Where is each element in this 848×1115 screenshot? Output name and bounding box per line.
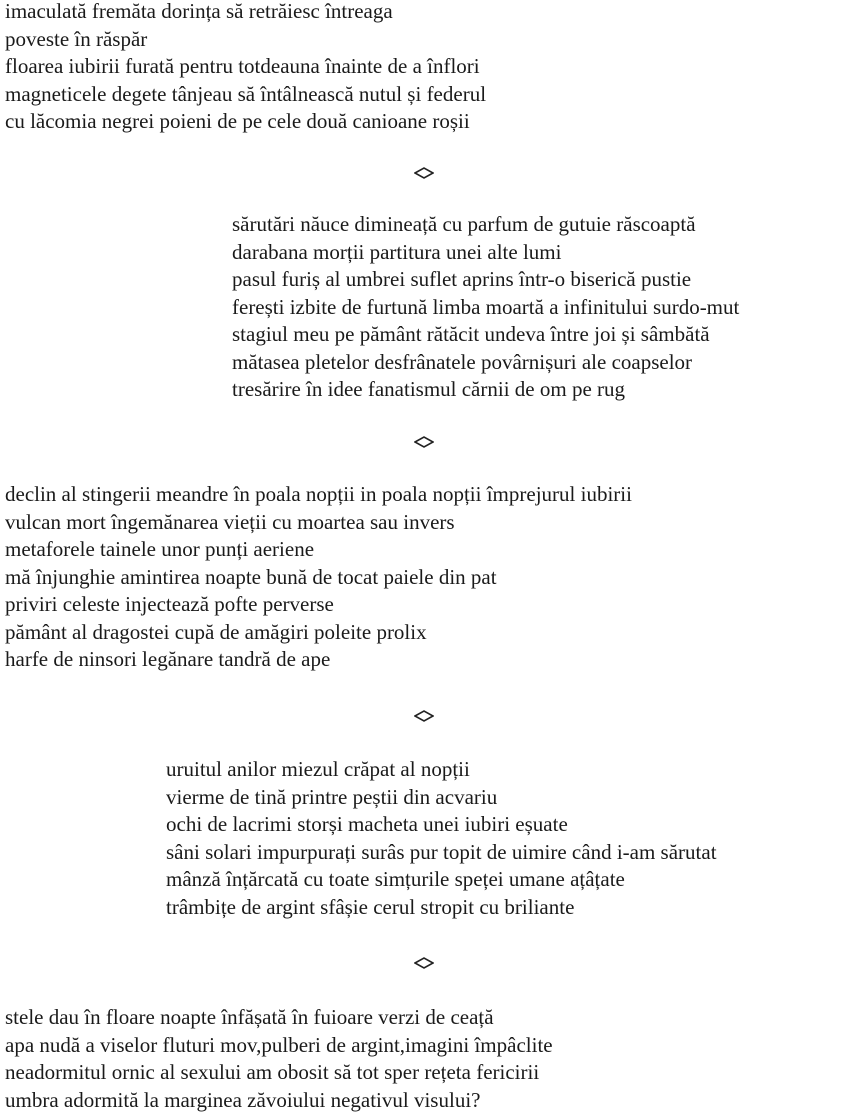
poem-line: imaculată fremăta dorința să retrăiesc întreaga xyxy=(5,0,393,23)
diamond-icon xyxy=(414,957,434,969)
poem-line: magneticele degete tânjeau să întâlnească nutul și federul xyxy=(5,81,487,106)
poem-line: sâni solari impurpurați surâs pur topit de uimire când i-am sărutat xyxy=(166,839,717,864)
poem-line: mătasea pletelor desfrânatele povârnișuri ale coapselor xyxy=(232,349,693,374)
stanza-5 xyxy=(5,1004,553,1114)
poem-line: mă înjunghie amintirea noapte bună de tocat paiele din pat xyxy=(5,564,497,589)
diamond-icon xyxy=(414,167,434,179)
diamond-icon xyxy=(414,710,434,722)
poem-line: floarea iubirii furată pentru totdeauna înainte de a înflori xyxy=(5,54,480,78)
poem-line: mânză înțărcată cu toate simțurile speței umane ațâțate xyxy=(166,867,625,891)
stanza-3 xyxy=(5,481,632,674)
poem-line: sărutări năuce dimineață cu parfum de gutuie răscoaptă xyxy=(232,212,696,236)
stanza-divider xyxy=(0,953,848,973)
stanza-2 xyxy=(232,211,739,404)
poem-line: ochi de lacrimi storși macheta unei iubiri eșuate xyxy=(166,812,568,836)
poem-line: ferești izbite de furtună limba moartă a infinitului surdo-mut xyxy=(232,294,740,319)
poem-line: harfe de ninsori legănare tandră de ape xyxy=(5,647,331,671)
stanza-divider xyxy=(0,163,848,183)
poem-line: umbra adormită la marginea zăvoiului negativul visului? xyxy=(5,1087,481,1112)
diamond-icon xyxy=(414,436,434,448)
poem-line: cu lăcomia negrei poieni de pe cele două canioane roșii xyxy=(5,109,470,133)
poem-line: stele dau în floare noapte înfășată în fuioare verzi de ceață xyxy=(5,1005,494,1029)
poem-line: poveste în răspăr xyxy=(5,26,148,51)
poem-line: neadormitul ornic al sexului am obosit să tot sper rețeta fericirii xyxy=(5,1060,540,1084)
poem-line: metaforele tainele unor punți aeriene xyxy=(5,537,315,561)
poem-line: stagiul meu pe pământ rătăcit undeva între joi și sâmbătă xyxy=(232,322,710,346)
stanza-divider xyxy=(0,706,848,726)
poem-line: priviri celeste injectează pofte perverse xyxy=(5,592,334,616)
stanza-1 xyxy=(5,0,486,136)
poem-line: vulcan mort îngemănarea vieții cu moartea sau invers xyxy=(5,509,455,534)
poem-line: darabana morții partitura unei alte lumi xyxy=(232,239,562,264)
poem-line: apa nudă a viselor fluturi mov,pulberi de argint,imagini împâclite xyxy=(5,1032,553,1057)
stanza-4 xyxy=(166,756,717,921)
poem-line: tresărire în idee fanatismul cărnii de om pe rug xyxy=(232,377,626,401)
poem-line: uruitul anilor miezul crăpat al nopții xyxy=(166,757,470,781)
poem-line: vierme de tină printre peștii din acvariu xyxy=(166,784,498,809)
poem-line: pasul furiș al umbrei suflet aprins într-o biserică pustie xyxy=(232,267,692,291)
stanza-divider xyxy=(0,432,848,452)
poem-line: pământ al dragostei cupă de amăgiri poleite prolix xyxy=(5,619,427,644)
poem-line: trâmbițe de argint sfâșie cerul stropit cu briliante xyxy=(166,894,575,919)
poem-line: declin al stingerii meandre în poala nopții in poala nopții împrejurul iubirii xyxy=(5,482,632,506)
